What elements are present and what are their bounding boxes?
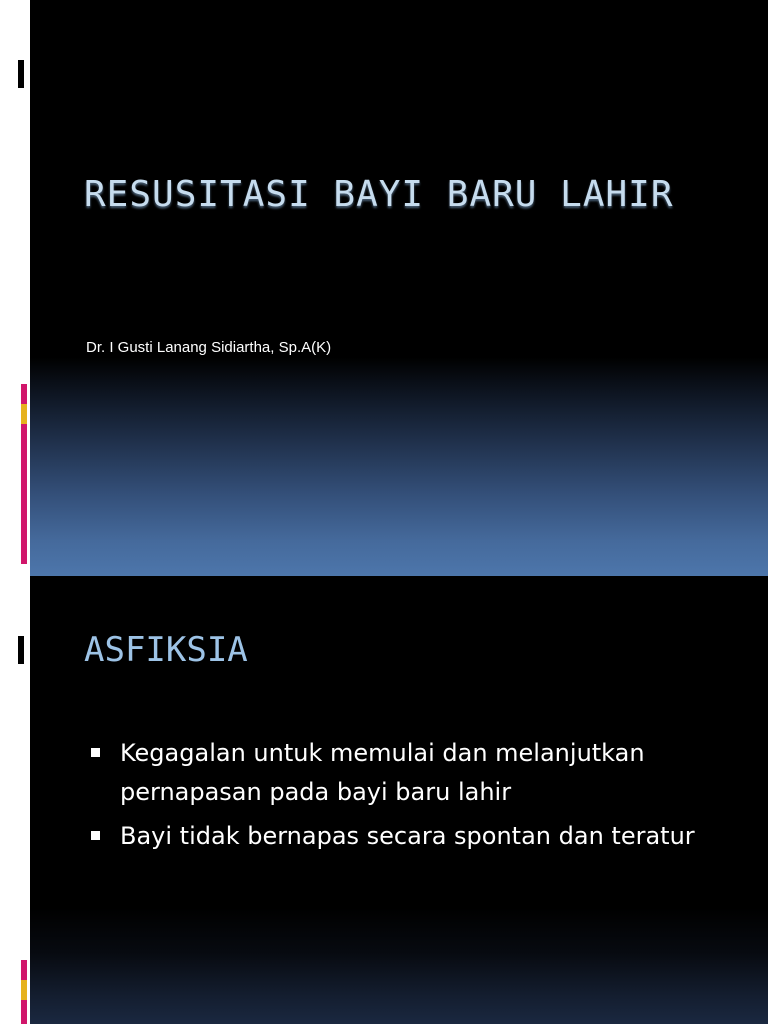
bullet-item <box>88 817 728 856</box>
edge-mark <box>21 980 27 1000</box>
bullet-text: Bayi tidak bernapas secara spontan dan teratur <box>120 822 695 850</box>
bullet-item <box>88 734 728 812</box>
square-bullet-icon <box>91 831 100 840</box>
edge-mark <box>18 60 24 88</box>
left-page-margin <box>0 0 30 1024</box>
slide-subtitle: Dr. I Gusti Lanang Sidiartha, Sp.A(K) <box>86 339 332 356</box>
slide-title: RESUSITASI BAYI BARU LAHIR <box>84 174 674 215</box>
edge-mark <box>21 424 27 564</box>
square-bullet-icon <box>91 748 100 757</box>
edge-mark <box>18 636 24 664</box>
section-heading: ASFIKSIA <box>84 630 248 670</box>
edge-mark <box>21 1000 27 1024</box>
edge-mark <box>21 384 27 404</box>
bullet-list <box>88 734 728 861</box>
content-slide <box>30 576 768 1024</box>
edge-mark <box>21 404 27 424</box>
bullet-text: Kegagalan untuk memulai dan melanjutkan pernapasan pada bayi baru lahir <box>120 739 645 806</box>
title-slide <box>30 0 768 576</box>
edge-mark <box>21 960 27 980</box>
